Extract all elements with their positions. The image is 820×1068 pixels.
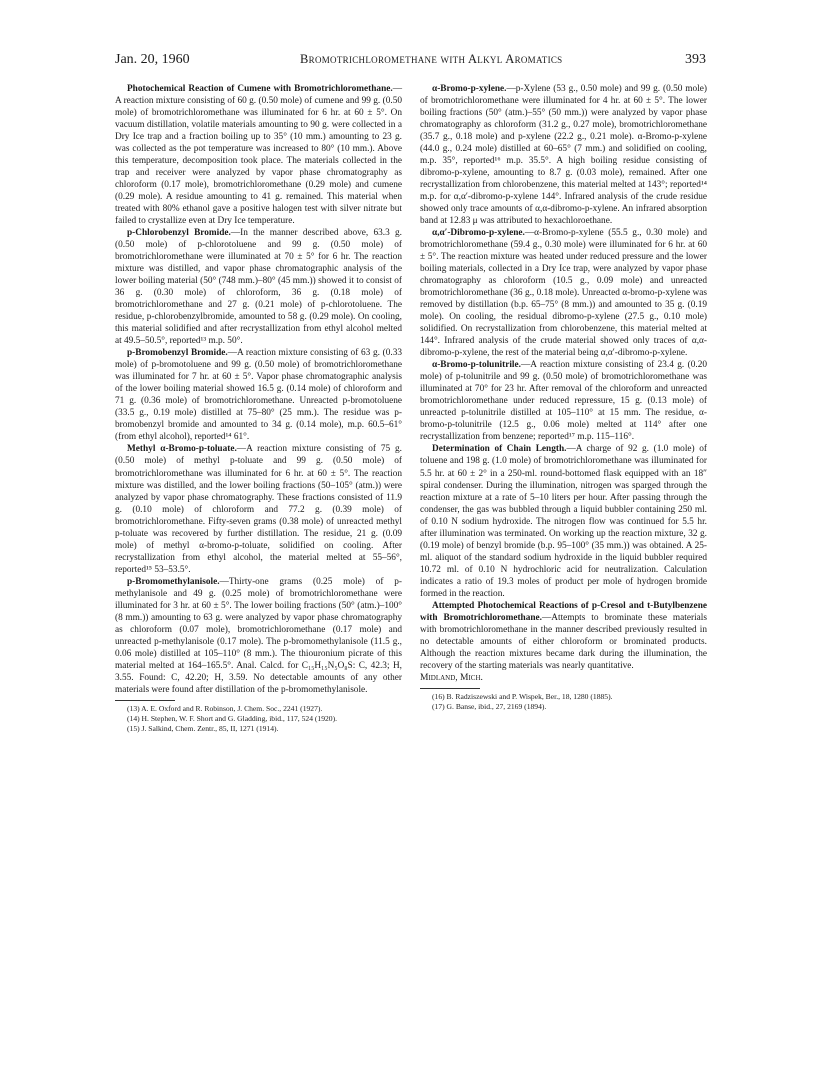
paragraph-text: —Thirty-one grams (0.25 mole) of p-methylanisole and 49 g. (0.25 mole) of bromotrichloromethane were illuminated for 3 hr. at 60 ± 5°. The lower boiling fractions (50° (atm.)–100° (8 mm.)) amounting to 63 g. were analyzed by vapor phase chromatography as chloroform (0.07 mole), bromotrichloromethane (0.17 mole) and unreacted p-methylanisole (0.17 mole). The p-bromomethylanisole (11.5 g., 0.06 mole) distilled at 105–110° (8 mm.). The thiouronium picrate of this material melted at 164–165.5°. Anal. Calcd. for C₁₅H₁₅N₅O₈S: C, 42.3; H, 3.55. Found: C, 42.20; H, 3.59. No detectable amounts of any other materials were found after distillation of the p-bromomethylanisole. (115, 576, 402, 695)
footnote: (13) A. E. Oxford and R. Robinson, J. Chem. Soc., 2241 (1927). (127, 703, 323, 713)
page-header (0, 0, 820, 67)
page-number: 393 (685, 52, 706, 67)
section-heading: p-Bromomethylanisole. (127, 576, 220, 587)
author-address: Midland, Mich. (420, 672, 483, 683)
footnote-divider (115, 700, 175, 701)
section-heading: p-Chlorobenzyl Bromide. (127, 228, 231, 239)
paragraph-text: —A reaction mixture consisting of 75 g. (0.50 mole) of methyl p-toluate and 99 g. (0.50 mole) of bromotrichloromethane was illuminated for 6 hr. at 60 ± 5°. The reaction mixture was distilled, and the lower boiling fractions (50–105° (atm.)) were analyzed by vapor phase chromatography. These fractions consisted of 11.9 g. (0.10 mole) of chloroform and 77.2 g. (0.39 mole) of bromotrichloromethane. Fifty-seven grams (0.38 mole) of unreacted methyl p-toluate was recovered by further distillation. The residue, 21 g. (0.09 mole) of methyl α-bromo-p-toluate, solidified on cooling. After recrystallization from ethyl alcohol, the material melted at 55–56°, reported¹⁵ 53–53.5°. (115, 444, 402, 575)
section-heading: α,α′-Dibromo-p-xylene. (432, 228, 525, 239)
paragraph-text: —A reaction mixture consisting of 23.4 g. (0.20 mole) of p-tolunitrile and 99 g. (0.50 mole) of bromotrichloromethane was illuminated at 70° for 23 hr. After removal of the chloroform and unreacted bromotrichloromethane under reduced repressure, 15 g. (0.13 mole) of unreacted p-tolunitrile distilled at 105–110° at 15 mm. The residue, α-bromo-p-tolunitrile (12.5 g., 0.06 mole) melted at 114° after one recrystallization from benzene; reported¹⁷ m.p. 115–116°. (420, 360, 707, 443)
running-title: Bromotrichloromethane with Alkyl Aromatics (300, 52, 563, 66)
paragraph-bromobenzyl-bromide (115, 347, 402, 443)
paragraph-chlorobenzyl-bromide (115, 227, 402, 347)
footnote: (14) H. Stephen, W. F. Short and G. Gladding, ibid., 117, 524 (1920). (127, 713, 338, 723)
footnote: (17) G. Banse, ibid., 27, 2169 (1894). (432, 701, 547, 711)
section-heading: Photochemical Reaction of Cumene with Bromotrichloromethane. (127, 84, 393, 94)
paragraph-dibromo-xylene (420, 227, 707, 359)
section-heading: p-Bromobenzyl Bromide. (127, 348, 228, 359)
footnote: (15) J. Salkind, Chem. Zentr., 85, II, 1271 (1914). (127, 723, 279, 733)
section-heading: Determination of Chain Length. (432, 444, 567, 455)
paragraph-text: —In the manner described above, 63.3 g. (0.50 mole) of p-chlorotoluene and 99 g. (0.50 mole) of bromotrichloromethane were illuminated at 70 ± 5° for 6 hr. The reaction mixture was distilled, and vapor phase chromatographic analysis of the lower boiling material (50° (748 mm.)–80° (45 mm.)) showed it to consist of 36 g. (0.30 mole) of chloroform, 36 g. (0.18 mole) of bromotrichloromethane and 27 g. (0.21 mole) of p-chlorotoluene. The residue, p-chlorobenzylbromide, amounted to 58 g. (0.29 mole). On cooling, this material solidified and after recrystallization from ethyl alcohol melted at 49.5–50.5°, reported¹³ m.p. 50°. (115, 228, 402, 347)
paragraph-text: —α-Bromo-p-xylene (55.5 g., 0.30 mole) and bromotrichloromethane (59.4 g., 0.30 mole) were illuminated for 6 hr. at 60 ± 5°. The reaction mixture was heated under reduced pressure and the lower boiling materials, collected in a Dry Ice trap, were analyzed by vapor phase chromatography as chloroform (10.5 g., 0.09 mole) and unreacted bromotrichloromethane (36 g., 0.18 mole). Unreacted α-bromo-p-xylene was removed by distillation (b.p. 65–75° (8 mm.)) and amounted to 35 g. (0.19 mole). On cooling, the residual dibromo-p-xylene (27.5 g., 0.10 mole) solidified. On recrystallization from chlorobenzene, this material melted at 144°. Infrared analysis of the crude material showed only traces of α,α-dibromo-p-xylene, the rest of the material being α,α′-dibromo-p-xylene. (420, 228, 707, 359)
paragraph-cumene (115, 83, 402, 227)
paragraph-text: —A reaction mixture consisting of 60 g. (0.50 mole) of cumene and 99 g. (0.50 mole) of bromotrichloromethane was illuminated for 6 hr. at 60 ± 5°. On vacuum distillation, volatile materials amounting to 90 g. were collected in a Dry Ice trap and a fraction boiling up to 35° (10 mm.) amounting to 23 g. was collected as the pot temperature was increased to 80° (10 mm.). Above this temperature, decomposition took place. The materials collected in the trap and receiver were analyzed by vapor phase chromatography as chloroform (0.17 mole), bromotrichloromethane (0.29 mole) and cumene (0.29 mole). A residue amounting to 41 g. remained. This material when treated with 80% ethanol gave a positive halogen test with silver nitrate but failed to crystallize even at Dry Ice temperature. (115, 84, 402, 227)
section-heading: Methyl α-Bromo-p-toluate. (127, 444, 237, 455)
paragraph-chain-length (420, 443, 707, 599)
paragraph-text: —A reaction mixture consisting of 63 g. (0.33 mole) of p-bromotoluene and 99 g. (0.50 mole) of bromotrichloromethane was illuminated for 7 hr. at 60 ± 5°. Vapor phase chromatographic analysis of the lower boiling material showed 16.5 g. (0.14 mole) of chloroform and 71 g. (0.36 mole) of bromotrichloromethane. Unreacted p-bromotoluene (33.5 g., 0.19 mole) distilled at 75–80° (25 mm.). The residue was p-bromobenzyl bromide and amounted to 34 g. (0.14 mole), m.p. 60.5–61° (from ethyl alcohol), reported¹⁴ 61°. (115, 348, 402, 443)
paragraph-text: —Attempts to brominate these materials with bromotrichloromethane in the manner described previously resulted in no detectable amounts of either chloroform or brominated products. Although the reaction mixtures became dark during the illumination, the recovery of the starting materials was nearly quantitative. (420, 612, 708, 671)
footnote-divider (420, 688, 480, 689)
paragraph-text: —p-Xylene (53 g., 0.50 mole) and 99 g. (0.50 mole) of bromotrichloromethane were illuminated for 4 hr. at 60 ± 5°. The lower boiling fractions (50° (atm.)–55° (50 mm.)) were analyzed by vapor phase chromatography as chloroform (31.2 g., 0.27 mole), bromotrichloromethane (35.7 g., 0.18 mole) and p-xylene (22.2 g., 0.21 mole). α-Bromo-p-xylene (44.0 g., 0.24 mole) distilled at 60–65° (7 mm.) and solidified on cooling, m.p. 35°, reported¹⁶ m.p. 35.5°. A high boiling residue consisting of dibromo-p-xylene, amounting to 8.7 g. (0.03 mole), remained. After one recrystallization from chlorobenzene, this material melted at 143°; reported¹⁴ m.p. for α,α′-dibromo-p-xylene 144°. Infrared analysis of the crude residue showed only trace amounts of α,α-dibromo-p-xylene. An infrared absorption band at 12.83 μ was attributed to hexachloroethane. (420, 84, 707, 227)
section-heading: Attempted Photochemical Reactions of p-Cresol and t-Butylbenzene with Bromotrichloromethane. (420, 600, 707, 623)
paragraph-bromo-xylene (420, 83, 707, 227)
issue-date: Jan. 20, 1960 (115, 52, 190, 67)
left-column (115, 83, 402, 734)
paragraph-bromomethylanisole (115, 576, 402, 696)
paragraph-attempted-reactions (420, 600, 707, 672)
footnote: (16) B. Radziszewski and P. Wispek, Ber., 18, 1280 (1885). (432, 691, 613, 701)
section-heading: α-Bromo-p-tolunitrile. (432, 360, 521, 371)
right-column (420, 83, 707, 712)
paragraph-text: —A charge of 92 g. (1.0 mole) of toluene and 198 g. (1.0 mole) of bromotrichloromethane was illuminated for 5.5 hr. at 60 ± 2° in a 250-ml. round-bottomed flask equipped with an 18″ spiral condenser. During the illumination, nitrogen was sparged through the reaction mixture at a rate of 5–10 liters per hour. After passing through the condenser, the gas was bubbled through a liquid bubbler containing 250 ml. of 0.10 N sodium hydroxide. The nitrogen flow was continued for 5.5 hr. after illumination was terminated. On working up the reaction mixture, 32 g. (0.19 mole) of benzyl bromide (b.p. 95–100° (35 mm.)) was obtained. A 25-ml. aliquot of the standard sodium hydroxide in the liquid bubbler required 10.72 ml. of 0.10 N hydrochloric acid for neutralization. Calculation indicates a ratio of 19.3 moles of product per mole of hydrogen bromide formed in the reaction. (420, 444, 707, 599)
paragraph-bromo-tolunitrile (420, 359, 707, 443)
section-heading: α-Bromo-p-xylene. (432, 84, 507, 94)
paragraph-methyl-bromo-toluate (115, 443, 402, 575)
